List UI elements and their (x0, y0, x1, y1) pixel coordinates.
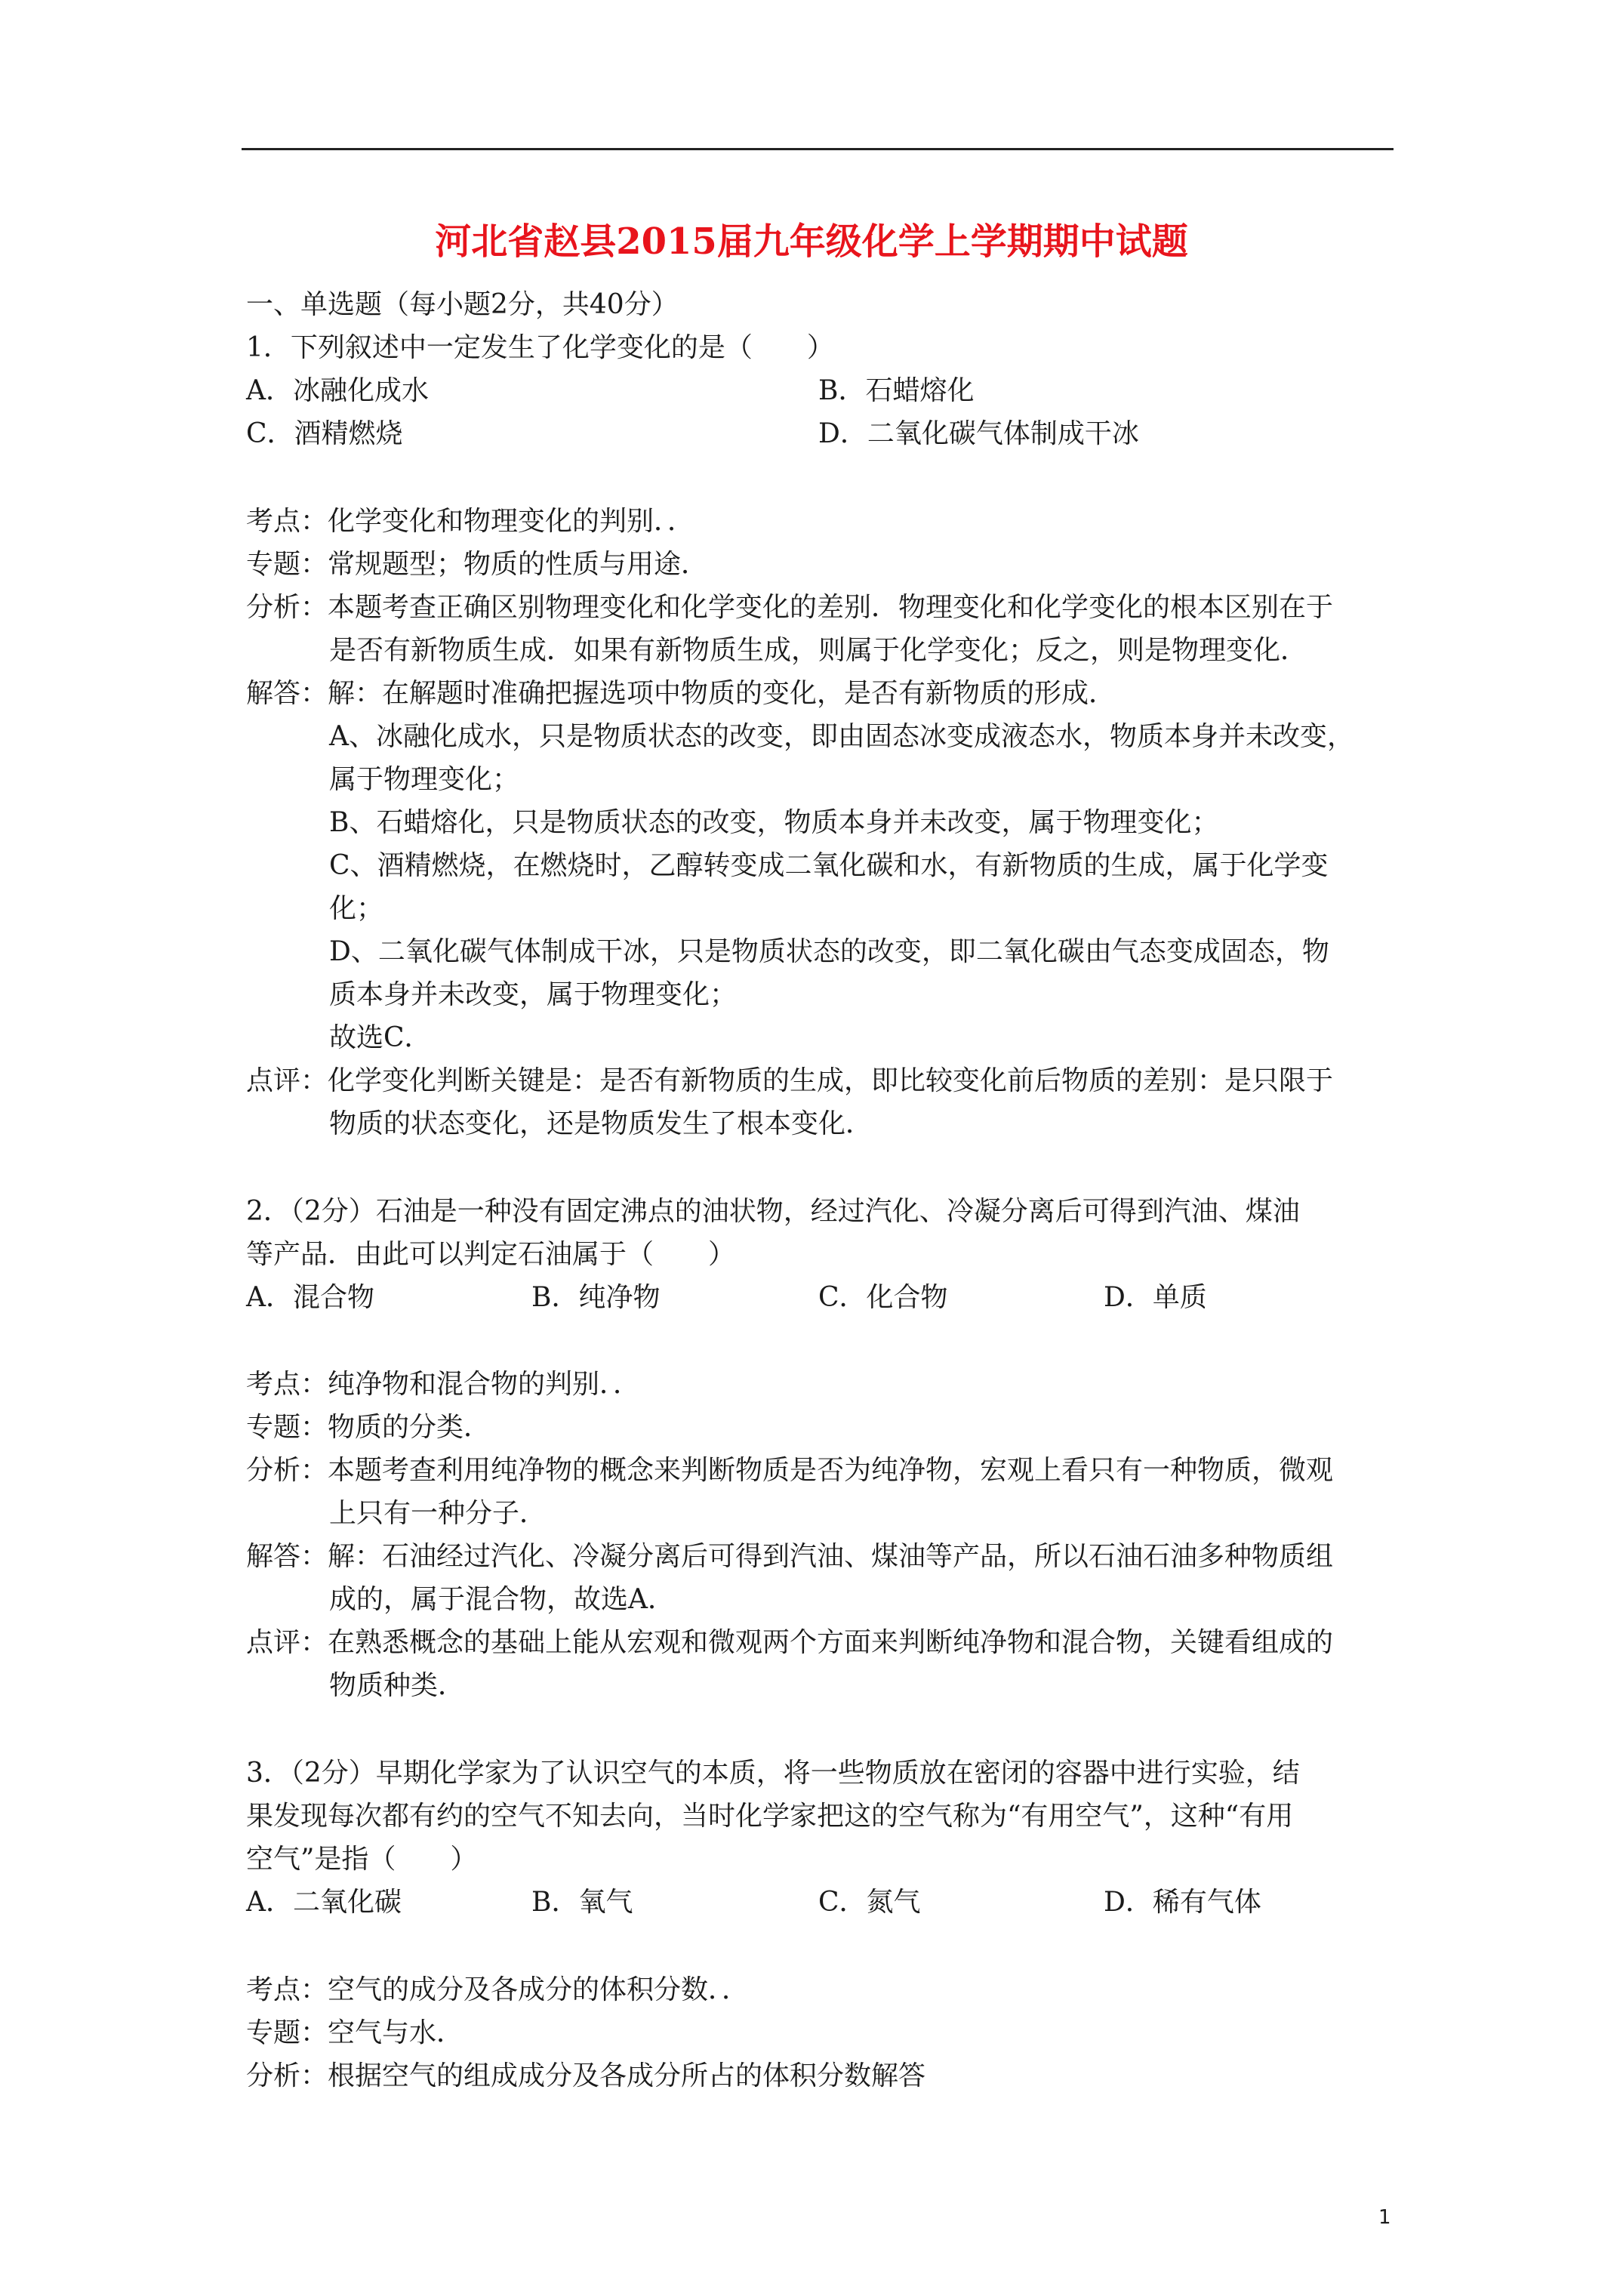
q2-option-d: D．单质 (1104, 1282, 1207, 1313)
q3-zhuanti: 专题：空气与水． (246, 2017, 464, 2048)
q2-jieda-line2: 成的，属于混合物，故选A． (329, 1584, 675, 1615)
section-heading: 一、单选题（每小题2分，共40分） (246, 289, 679, 320)
q2-option-c: C．化合物 (818, 1282, 948, 1313)
q2-fenxi-line2: 上只有一种分子． (329, 1498, 547, 1529)
q3-stem-line2: 果发现每次都有约的空气不知去向，当时化学家把这的空气称为“有用空气”，这种“有用 (246, 1801, 1294, 1832)
q3-option-c: C．氮气 (818, 1887, 921, 1918)
q3-fenxi-line1: 分析：根据空气的组成成分及各成分所占的体积分数解答 (246, 2060, 926, 2091)
q1-option-b: B．石蜡熔化 (818, 375, 975, 406)
q2-stem-line1: 2．（2分）石油是一种没有固定沸点的油状物，经过汽化、冷凝分离后可得到汽油、煤油 (246, 1196, 1300, 1227)
q1-stem: 1．下列叙述中一定发生了化学变化的是（ ） (246, 332, 834, 363)
q3-stem-line1: 3．（2分）早期化学家为了认识空气的本质，将一些物质放在密闭的容器中进行实验，结 (246, 1758, 1300, 1789)
q1-jieda-line9: 故选C． (329, 1022, 432, 1053)
header-rule (242, 148, 1394, 150)
q1-jieda-line1: 解答：解：在解题时准确把握选项中物质的变化，是否有新物质的形成． (246, 678, 1116, 709)
q2-fenxi-line1: 分析：本题考查利用纯净物的概念来判断物质是否为纯净物，宏观上看只有一种物质，微观 (246, 1455, 1334, 1486)
q3-option-d: D．稀有气体 (1104, 1887, 1261, 1918)
q1-jieda-line5: C、酒精燃烧，在燃烧时，乙醇转变成二氧化碳和水，有新物质的生成，属于化学变 (329, 850, 1329, 881)
q1-jieda-line3: 属于物理变化； (329, 764, 520, 795)
page-number: 1 (1378, 2206, 1391, 2229)
q1-zhuanti: 专题：常规题型；物质的性质与用途． (246, 549, 709, 580)
q2-stem-line2: 等产品．由此可以判定石油属于（ ） (246, 1239, 736, 1270)
q2-zhuanti: 专题：物质的分类． (246, 1412, 491, 1443)
q2-dianping-line2: 物质种类． (329, 1670, 466, 1701)
q3-option-a: A．二氧化碳 (246, 1887, 402, 1918)
q1-option-c: C．酒精燃烧 (246, 418, 403, 449)
document-title: 河北省赵县2015届九年级化学上学期期中试题 (435, 220, 1188, 263)
q2-option-a: A．混合物 (246, 1282, 374, 1313)
q1-option-d: D．二氧化碳气体制成干冰 (818, 418, 1139, 449)
q3-option-b: B．氧气 (531, 1887, 633, 1918)
q3-kaodian: 考点：空气的成分及各成分的体积分数．． (246, 1974, 750, 2005)
q1-dianping-line1: 点评：化学变化判断关键是：是否有新物质的生成，即比较变化前后物质的差别：是只限于 (246, 1065, 1334, 1096)
q1-jieda-line2: A、冰融化成水，只是物质状态的改变，即由固态冰变成液态水，物质本身并未改变， (329, 721, 1354, 752)
q3-stem-line3: 空气”是指（ ） (246, 1844, 478, 1875)
q2-dianping-line1: 点评：在熟悉概念的基础上能从宏观和微观两个方面来判断纯净物和混合物，关键看组成的 (246, 1627, 1334, 1658)
q2-option-b: B．纯净物 (531, 1282, 661, 1313)
q2-jieda-line1: 解答：解：石油经过汽化、冷凝分离后可得到汽油、煤油等产品，所以石油石油多种物质组 (246, 1541, 1334, 1572)
q1-fenxi-line2: 是否有新物质生成．如果有新物质生成，则属于化学变化；反之，则是物理变化． (329, 635, 1308, 666)
q1-option-a: A．冰融化成水 (246, 375, 429, 406)
q1-kaodian: 考点：化学变化和物理变化的判别．． (246, 506, 695, 537)
q1-fenxi-line1: 分析：本题考查正确区别物理变化和化学变化的差别．物理变化和化学变化的根本区别在于 (246, 592, 1334, 623)
q2-kaodian: 考点：纯净物和混合物的判别．． (246, 1369, 641, 1400)
q1-dianping-line2: 物质的状态变化，还是物质发生了根本变化． (329, 1108, 873, 1139)
q1-jieda-line6: 化； (329, 893, 384, 924)
q1-jieda-line7: D、二氧化碳气体制成干冰，只是物质状态的改变，即二氧化碳由气态变成固态，物 (329, 936, 1329, 967)
q1-jieda-line8: 质本身并未改变，属于物理变化； (329, 979, 738, 1010)
q1-jieda-line4: B、石蜡熔化，只是物质状态的改变，物质本身并未改变，属于物理变化； (329, 807, 1219, 838)
